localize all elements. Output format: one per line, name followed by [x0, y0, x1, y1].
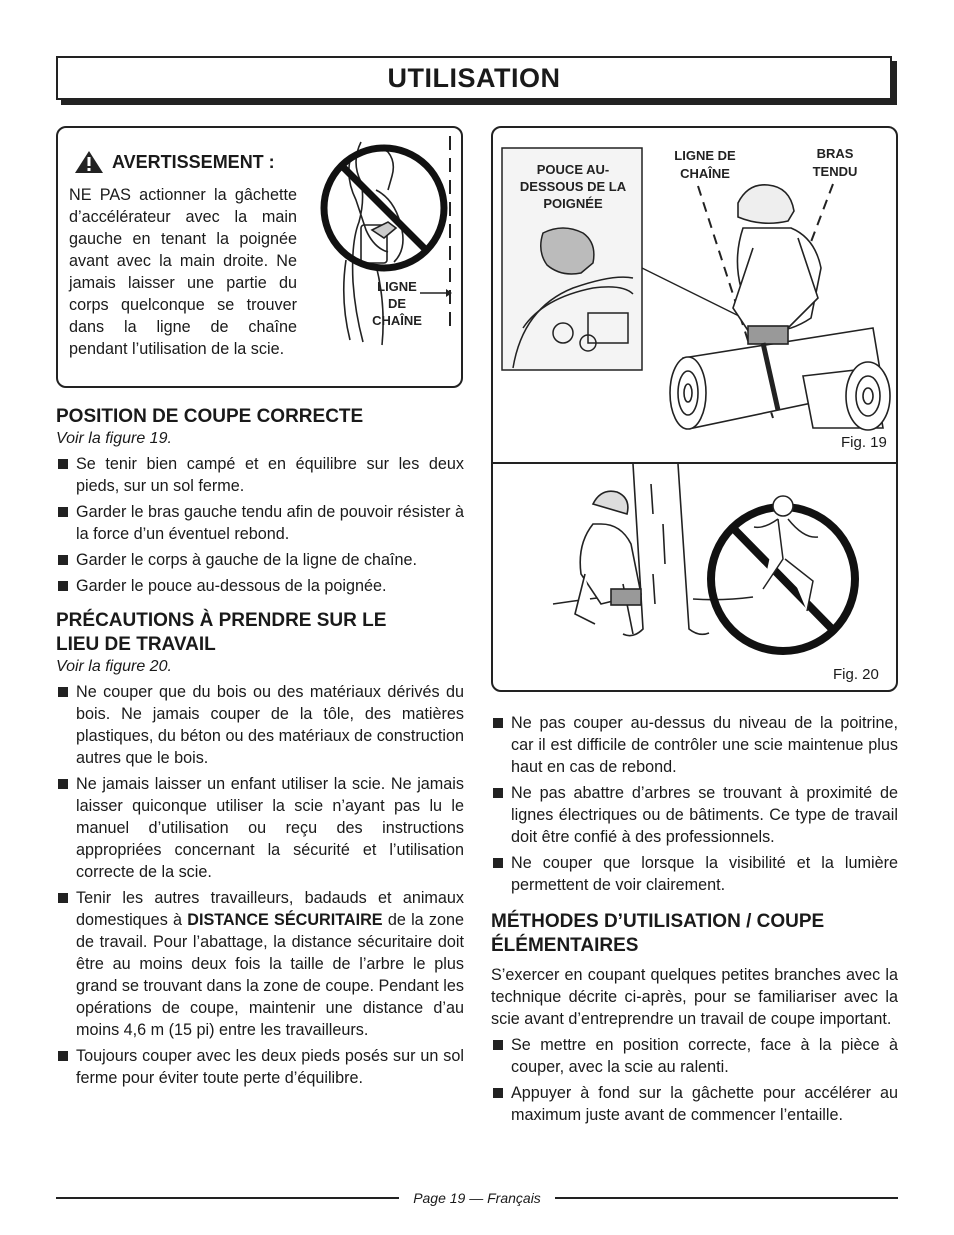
gloved-thumb-shape	[541, 228, 594, 274]
footer-rule-left	[56, 1197, 399, 1199]
thumb-label-1: POUCE AU-	[536, 162, 610, 177]
page-footer	[56, 1188, 898, 1208]
chain-line-label-3: CHAÎNE	[372, 313, 422, 328]
list-item: Toujours couper avec les deux pieds posés sur un sol ferme pour éviter toute perte d’équilibre.	[56, 1045, 464, 1089]
chain-label-1: LIGNE DE	[674, 148, 736, 163]
section1-bullet-list	[56, 453, 464, 597]
warning-title: AVERTISSEMENT :	[112, 151, 275, 172]
left-column	[56, 405, 464, 1089]
warning-box	[56, 126, 463, 388]
list-item: Ne couper que lorsque la visibilité et la lumière permettent de voir clairement.	[491, 852, 898, 896]
section2-right-bullet-list	[491, 712, 898, 896]
list-item: Ne pas couper au-dessus du niveau de la poitrine, car il est difficile de contrôler une scie maintenue plus haut en cas de rebond.	[491, 712, 898, 778]
footer-rule-right	[555, 1197, 898, 1199]
right-column	[491, 708, 898, 1126]
section2-heading: PRÉCAUTIONS À PRENDRE SUR LE LIEU DE TRAVAIL	[56, 610, 387, 655]
section1-ref: Voir la figure 19.	[56, 430, 172, 447]
arm-label-2: TENDU	[812, 164, 858, 179]
fig20-illustration	[493, 464, 898, 692]
figures-box	[491, 126, 898, 692]
list-item: Ne pas abattre d’arbres se trouvant à proximité de lignes électriques ou de bâtiments. Ce type de travail doit être confié à des professionnels.	[491, 782, 898, 848]
chain-line-label-1: LIGNE	[377, 279, 417, 294]
page-number: Page 19 — Français	[413, 1190, 541, 1206]
list-item: Ne jamais laisser un enfant utiliser la scie. Ne jamais laisser quiconque utiliser la scie n’ayant pas lu le manuel d’utilisation ou reçu des instructions appropriées concernant la sécurité et l’utilisation correcte de la scie.	[56, 773, 464, 883]
list-item: Garder le pouce au-dessous de la poignée.	[56, 575, 464, 597]
warning-title-row	[74, 150, 275, 174]
section3-intro: S’exercer en coupant quelques petites branches avec la technique décrite ci-après, pour se familiariser avec la scie avant d’entreprendre un travail de coupe important.	[491, 966, 898, 1028]
section3-bullet-list	[491, 1034, 898, 1126]
section2-ref: Voir la figure 20.	[56, 658, 172, 675]
wrong-grip-illustration	[306, 130, 462, 386]
list-item: Se tenir bien campé et en équilibre sur les deux pieds, sur un sol ferme.	[56, 453, 464, 497]
thumb-label-3: POIGNÉE	[543, 196, 603, 211]
warning-triangle-icon	[74, 150, 104, 174]
arm-label-1: BRAS	[816, 146, 854, 161]
chain-label-2: CHAÎNE	[680, 166, 730, 181]
list-item: Appuyer à fond sur la gâchette pour accélérer au maximum juste avant de commencer l’entaille.	[491, 1082, 898, 1126]
section2-bullet-list	[56, 681, 464, 1089]
list-item: Garder le corps à gauche de la ligne de chaîne.	[56, 549, 464, 571]
list-item: Ne couper que du bois ou des matériaux dérivés du bois. Ne jamais couper de la tôle, des matières plastiques, du béton ou des matériaux de construction autres que le bois.	[56, 681, 464, 769]
list-item: Tenir les autres travailleurs, badauds et animaux domestiques à DISTANCE SÉCURITAIRE de la zone de travail. Pour l’abattage, la distance sécuritaire doit être au moins deux fois la taille de l’arbre le plus grand se trouvant dans la zone de coupe. Pendant les opérations de coupe, maintenir une distance d’au moins 4,6 m (15 pi) entre les travailleurs.	[56, 887, 464, 1041]
warning-text: NE PAS actionner la gâchette d’accélérateur avec la main gauche en tenant la poignée avant avec la main droite. Ne jamais laisser une partie du corps quelconque se trouver dans la ligne de chaîne pendant l’utilisation de la scie.	[69, 186, 297, 358]
fig19-illustration	[493, 128, 898, 462]
section3-heading: MÉTHODES D’UTILISATION / COUPE ÉLÉMENTAIRES	[491, 911, 825, 956]
chain-line-label-2: DE	[387, 296, 407, 311]
list-item: Garder le bras gauche tendu afin de pouvoir résister à la force d’un éventuel rebond.	[56, 501, 464, 545]
header-title: UTILISATION	[387, 62, 561, 93]
thumb-label-2: DESSOUS DE LA	[519, 179, 627, 194]
list-item: Se mettre en position correcte, face à la pièce à couper, avec la scie au ralenti.	[491, 1034, 898, 1078]
fig20-caption: Fig. 20	[833, 666, 879, 683]
fig19-caption: Fig. 19	[841, 434, 887, 451]
section1-heading: POSITION DE COUPE CORRECTE	[56, 406, 364, 427]
page-header	[56, 56, 892, 100]
